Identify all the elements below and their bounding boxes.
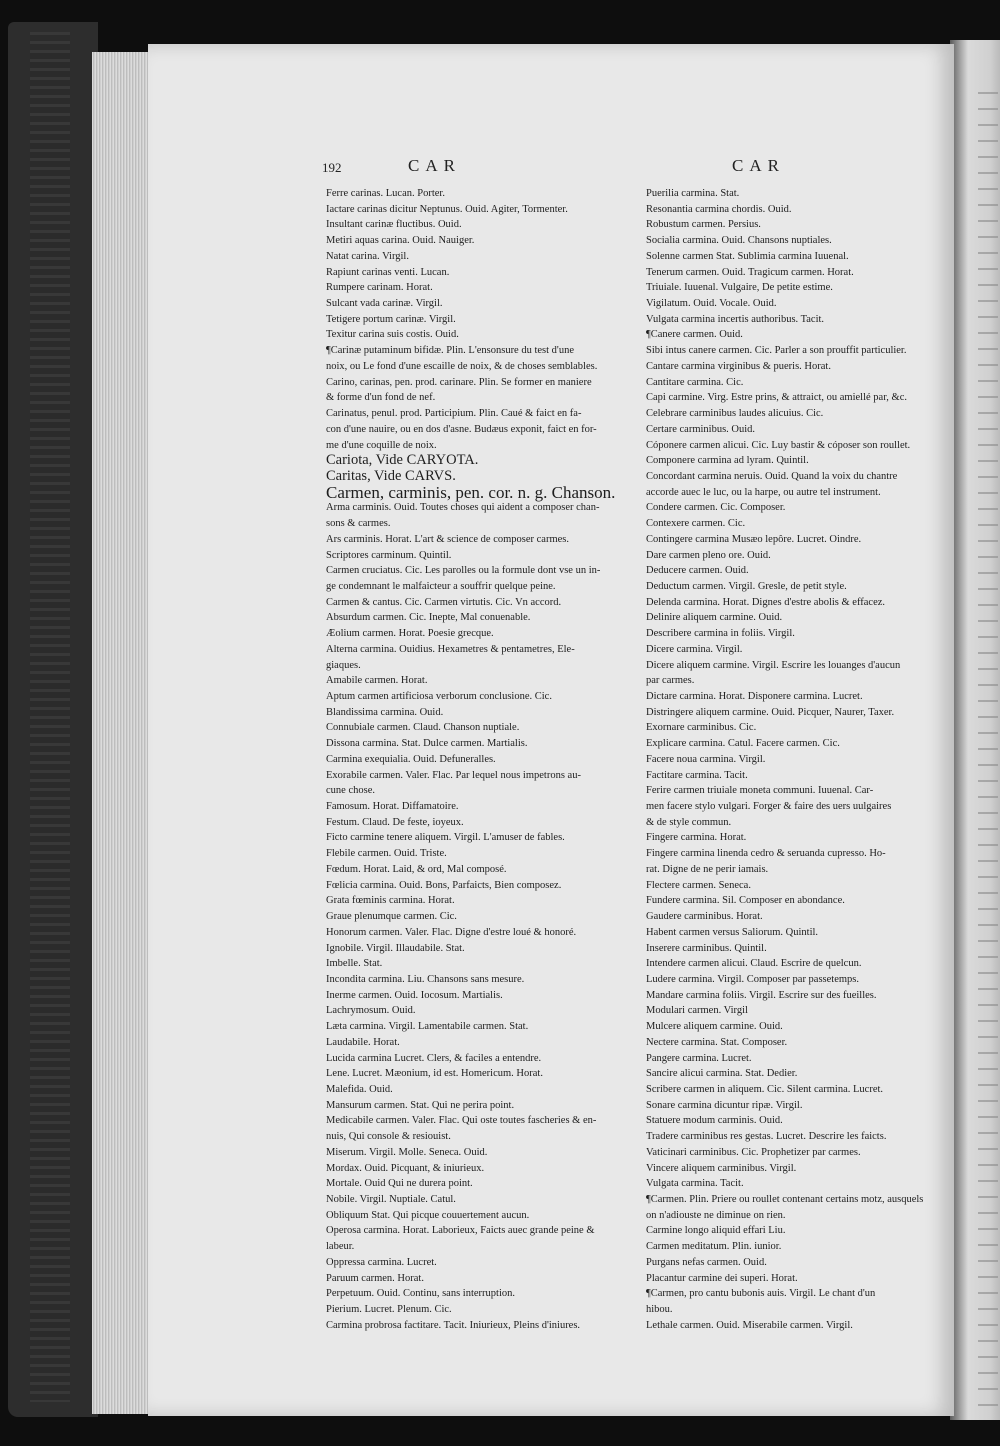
entry-line: rat. Digne de ne perir iamais.	[646, 863, 769, 875]
entry-line: me d'une coquille de noix.	[326, 439, 437, 451]
entry-line: Mandare carmina foliis. Virgil. Escrire sur des fueilles.	[646, 989, 877, 1001]
entry-line: Dictare carmina. Horat. Disponere carmina. Lucret.	[646, 691, 863, 702]
entry-line: Malefida. Ouid.	[326, 1083, 393, 1095]
entry-line: Carmina exequialia. Ouid. Defuneralles.	[326, 753, 496, 765]
entry-line: Resonantia carmina chordis. Ouid.	[646, 203, 792, 215]
entry-line: Perpetuum. Ouid. Continu, sans interruption.	[326, 1288, 515, 1300]
entry-line: Insultant carinæ fluctibus. Ouid.	[326, 219, 462, 231]
entry-line: Æolium carmen. Horat. Poesie grecque.	[326, 628, 494, 640]
entry-line: labeur.	[326, 1241, 355, 1253]
entry-line: Famosum. Horat. Diffamatoire.	[326, 801, 459, 813]
entry-line: Exorabile carmen. Valer. Flac. Par lequel nous impetrons au-	[326, 769, 581, 781]
entry-line: Concordant carmina neruis. Ouid. Quand la voix du chantre	[646, 470, 898, 482]
entry-line: Gaudere carminibus. Horat.	[646, 911, 763, 923]
entry-line: Vulgata carmina. Tacit.	[646, 1178, 744, 1190]
facing-page-text	[978, 80, 998, 1410]
entry-line: Factitare carmina. Tacit.	[646, 769, 748, 781]
entry-line: Fingere carmina. Horat.	[646, 832, 747, 844]
entry-line: Tenerum carmen. Ouid. Tragicum carmen. Horat.	[646, 266, 854, 278]
entry-line: Operosa carmina. Horat. Laborieux, Faicts auec grande peine &	[326, 1225, 595, 1237]
entry-line: Carmen, carminis, pen. cor. n. g. Chanson.	[326, 482, 616, 502]
entry-line: Vigilatum. Ouid. Vocale. Ouid.	[646, 298, 777, 310]
entry-line: giaques.	[326, 659, 361, 671]
entry-line: Blandissima carmina. Ouid.	[326, 706, 444, 718]
entry-line: Tetigere portum carinæ. Virgil.	[326, 313, 456, 325]
entry-line: Celebrare carminibus laudes alicuius. Cic.	[646, 408, 824, 420]
entry-line: Læta carmina. Virgil. Lamentabile carmen. Stat.	[326, 1021, 529, 1033]
entry-line: & de style commun.	[646, 816, 732, 828]
entry-line: Fœlicia carmina. Ouid. Bons, Parfaicts, Bien composez.	[326, 879, 562, 891]
entry-line: Socialia carmina. Ouid. Chansons nuptiales.	[646, 235, 832, 247]
entry-line: noix, ou Le fond d'une escaille de noix, & de choses semblables.	[326, 360, 598, 372]
entry-line: Condere carmen. Cic. Composer.	[646, 502, 786, 514]
entry-line: Medicabile carmen. Valer. Flac. Qui oste toutes fascheries & en-	[326, 1115, 597, 1127]
entry-line: Habent carmen versus Saliorum. Quintil.	[646, 926, 819, 938]
left-column	[326, 186, 626, 1333]
entry-line: Placantur carmine dei superi. Horat.	[646, 1272, 798, 1284]
entry-line: Cantare carmina virginibus & pueris. Horat.	[646, 360, 831, 372]
entry-line: Cariota, Vide CARYOTA.	[326, 452, 479, 469]
entry-line: Carmine longo aliquid effari Liu.	[646, 1225, 786, 1237]
entry-line: Ars carminis. Horat. L'art & science de composer carmes.	[326, 533, 570, 545]
entry-line: Vaticinari carminibus. Cic. Prophetizer par carmes.	[646, 1146, 861, 1158]
entry-line: Flectere carmen. Seneca.	[646, 879, 751, 891]
entry-line: Ignobile. Virgil. Illaudabile. Stat.	[326, 942, 465, 954]
entry-line: Statuere modum carminis. Ouid.	[646, 1115, 783, 1127]
entry-line: Incondita carmina. Liu. Chansons sans mesure.	[326, 973, 525, 985]
entry-line: Natat carina. Virgil.	[326, 250, 409, 262]
right-column	[646, 186, 946, 1333]
entry-line: Alterna carmina. Ouidius. Hexametres & pentametres, Ele-	[326, 643, 575, 655]
entry-line: Dicere aliquem carmine. Virgil. Escrire les louanges d'aucun	[646, 659, 901, 671]
entry-line: Ferire carmen triuiale moneta communi. Iuuenal. Car-	[646, 785, 874, 797]
page-edges	[92, 52, 152, 1414]
entry-line: Vincere aliquem carminibus. Virgil.	[646, 1162, 797, 1174]
entry-line: Modulari carmen. Virgil	[646, 1005, 748, 1017]
entry-line: Vulgata carmina incertis authoribus. Tacit.	[646, 313, 825, 325]
entry-line: Flebile carmen. Ouid. Triste.	[326, 848, 447, 860]
entry-line: Fingere carmina linenda cedro & seruanda cupresso. Ho-	[646, 848, 886, 860]
entry-line: ¶Carmen, pro cantu bubonis auis. Virgil. Le chant d'un	[646, 1288, 876, 1300]
entry-line: Arma carminis. Ouid. Toutes choses qui aident a composer chan-	[326, 502, 600, 514]
entry-line: Grata fœminis carmina. Horat.	[326, 895, 455, 907]
entry-line: Graue plenumque carmen. Cic.	[326, 911, 457, 923]
entry-line: Sibi intus canere carmen. Cic. Parler a son prouffit particulier.	[646, 345, 907, 357]
entry-line: Fœdum. Horat. Laid, & ord, Mal composé.	[326, 863, 507, 875]
entry-line: con d'une nauire, ou en dos d'asne. Budæus exponit, faict en for-	[326, 423, 597, 435]
entry-line: Dicere carmina. Virgil.	[646, 643, 743, 655]
entry-line: Solenne carmen Stat. Sublimia carmina Iuuenal.	[646, 250, 849, 262]
entry-line: Exornare carminibus. Cic.	[646, 722, 757, 734]
entry-line: par carmes.	[646, 675, 695, 687]
entry-line: Nobile. Virgil. Nuptiale. Catul.	[326, 1194, 456, 1205]
entry-line: ¶Carmen. Plin. Priere ou roullet contenant certains motz, ausquels	[646, 1194, 924, 1205]
entry-line: Puerilia carmina. Stat.	[646, 188, 740, 199]
entry-line: Miserum. Virgil. Molle. Seneca. Ouid.	[326, 1146, 488, 1158]
entry-line: Contexere carmen. Cic.	[646, 518, 746, 530]
entry-line: Lachrymosum. Ouid.	[326, 1005, 416, 1017]
entry-line: Connubiale carmen. Claud. Chanson nuptiale.	[326, 722, 520, 734]
entry-line: Cantitare carmina. Cic.	[646, 376, 744, 388]
entry-line: Metiri aquas carina. Ouid. Nauiger.	[326, 235, 475, 247]
book-cover	[8, 22, 98, 1417]
entry-line: Laudabile. Horat.	[326, 1036, 400, 1048]
entry-line: Festum. Claud. De feste, ioyeux.	[326, 816, 464, 828]
entry-line: sons & carmes.	[326, 518, 391, 530]
entry-line: hibou.	[646, 1304, 673, 1316]
entry-line: Obliquum Stat. Qui picque couuertement aucun.	[326, 1209, 530, 1221]
entry-line: Capi carmine. Virg. Estre prins, & attraict, ou amiellé par, &c.	[646, 392, 907, 404]
entry-line: Sonare carmina dicuntur ripæ. Virgil.	[646, 1099, 803, 1111]
running-head-left: CAR	[408, 156, 461, 175]
entry-line: Sancire alicui carmina. Stat. Dedier.	[646, 1068, 798, 1080]
entry-line: Inserere carminibus. Quintil.	[646, 942, 767, 954]
entry-line: Intendere carmen alicui. Claud. Escrire de quelcun.	[646, 958, 862, 970]
entry-line: Tradere carminibus res gestas. Lucret. Descrire les faicts.	[646, 1131, 887, 1143]
entry-line: Fundere carmina. Sil. Composer en abondance.	[646, 895, 845, 907]
entry-line: Paruum carmen. Horat.	[326, 1272, 424, 1284]
entry-line: Lucida carmina Lucret. Clers, & faciles a entendre.	[326, 1052, 542, 1064]
entry-line: Deductum carmen. Virgil. Gresle, de petit style.	[646, 580, 847, 592]
entry-line: Ferre carinas. Lucan. Porter.	[326, 188, 445, 199]
entry-line: Robustum carmen. Persius.	[646, 219, 761, 231]
entry-line: Lene. Lucret. Mæonium, id est. Homericum. Horat.	[326, 1068, 543, 1080]
entry-line: Rumpere carinam. Horat.	[326, 282, 433, 294]
entry-line: Distringere aliquem carmine. Ouid. Picquer, Naurer, Taxer.	[646, 706, 895, 718]
entry-line: ge condemnant le malfaicteur a souffrir quelque peine.	[326, 580, 556, 592]
entry-line: Mortale. Ouid Qui ne durera point.	[326, 1178, 473, 1190]
entry-line: Carmina probrosa factitare. Tacit. Iniurieux, Pleins d'iniures.	[326, 1319, 581, 1331]
entry-line: Mulcere aliquem carmine. Ouid.	[646, 1021, 783, 1033]
entry-line: ¶Carinæ putaminum bifidæ. Plin. L'ensonsure du test d'une	[326, 345, 574, 357]
entry-line: Dare carmen pleno ore. Ouid.	[646, 549, 771, 561]
entry-line: Carmen & cantus. Cic. Carmen virtutis. Cic. Vn accord.	[326, 596, 562, 608]
entry-line: Carinatus, penul. prod. Participium. Plin. Caué & faict en fa-	[326, 408, 582, 420]
entry-line: Carmen cruciatus. Cic. Les parolles ou la formule dont vse un in-	[326, 565, 601, 577]
entry-line: Amabile carmen. Horat.	[326, 675, 428, 687]
entry-line: Componere carmina ad lyram. Quintil.	[646, 455, 809, 467]
entry-line: cune chose.	[326, 785, 375, 797]
entry-line: Triuiale. Iuuenal. Vulgaire, De petite estime.	[646, 282, 833, 294]
entry-line: Dissona carmina. Stat. Dulce carmen. Martialis.	[326, 738, 528, 750]
entry-line: Pangere carmina. Lucret.	[646, 1052, 752, 1064]
entry-line: Carino, carinas, pen. prod. carinare. Plin. Se former en maniere	[326, 376, 592, 388]
entry-line: Describere carmina in foliis. Virgil.	[646, 628, 795, 640]
entry-line: Certare carminibus. Ouid.	[646, 423, 756, 435]
entry-line: Cóponere carmen alicui. Cic. Luy bastir & cóposer son roullet.	[646, 439, 911, 451]
entry-line: Carmen meditatum. Plin. iunior.	[646, 1241, 782, 1253]
entry-line: Oppressa carmina. Lucret.	[326, 1256, 437, 1268]
entry-line: Explicare carmina. Catul. Facere carmen. Cic.	[646, 738, 840, 750]
entry-line: Imbelle. Stat.	[326, 958, 383, 970]
entry-line: Delinire aliquem carmine. Ouid.	[646, 612, 783, 624]
entry-line: Lethale carmen. Ouid. Miserabile carmen. Virgil.	[646, 1319, 853, 1331]
entry-line: on n'adiouste ne diminue on rien.	[646, 1209, 786, 1221]
entry-line: Mordax. Ouid. Picquant, & iniurieux.	[326, 1162, 485, 1174]
entry-line: Ludere carmina. Virgil. Composer par passetemps.	[646, 973, 860, 985]
entry-line: & forme d'un fond de nef.	[326, 392, 436, 404]
page-number: 192	[322, 160, 342, 175]
entry-line: ¶Canere carmen. Ouid.	[646, 329, 743, 341]
entry-line: Mansurum carmen. Stat. Qui ne perira point.	[326, 1099, 515, 1111]
entry-line: nuis, Qui console & resiouist.	[326, 1131, 451, 1143]
entry-line: Rapiunt carinas venti. Lucan.	[326, 266, 450, 278]
entry-line: Inerme carmen. Ouid. Iocosum. Martialis.	[326, 989, 503, 1001]
entry-line: Scriptores carminum. Quintil.	[326, 549, 452, 561]
entry-line: men facere stylo vulgari. Forger & faire des uers uulgaires	[646, 801, 892, 813]
entry-line: Absurdum carmen. Cic. Inepte, Mal conuenable.	[326, 612, 531, 624]
entry-line: Purgans nefas carmen. Ouid.	[646, 1256, 767, 1268]
entry-line: Honorum carmen. Valer. Flac. Digne d'estre loué & honoré.	[326, 926, 577, 938]
entry-line: Contingere carmina Musæo lepôre. Lucret. Oindre.	[646, 533, 862, 545]
entry-line: Caritas, Vide CARVS.	[326, 467, 456, 484]
entry-line: Texitur carina suis costis. Ouid.	[326, 329, 459, 341]
entry-line: Iactare carinas dicitur Neptunus. Ouid. Agiter, Tormenter.	[326, 203, 568, 215]
entry-line: Delenda carmina. Horat. Dignes d'estre abolis & effacez.	[646, 596, 886, 608]
entry-line: Scribere carmen in aliquem. Cic. Silent carmina. Lucret.	[646, 1083, 884, 1095]
entry-line: Aptum carmen artificiosa verborum conclusione. Cic.	[326, 691, 552, 702]
entry-line: Nectere carmina. Stat. Composer.	[646, 1036, 788, 1048]
entry-line: Deducere carmen. Ouid.	[646, 565, 749, 577]
entry-line: Sulcant vada carinæ. Virgil.	[326, 298, 443, 310]
running-head-right: CAR	[732, 156, 785, 175]
entry-line: Pierium. Lucret. Plenum. Cic.	[326, 1304, 452, 1316]
entry-line: accorde auec le luc, ou la harpe, ou autre tel instrument.	[646, 486, 881, 498]
entry-line: Ficto carmine tenere aliquem. Virgil. L'amuser de fables.	[326, 832, 565, 844]
entry-line: Facere noua carmina. Virgil.	[646, 753, 766, 765]
